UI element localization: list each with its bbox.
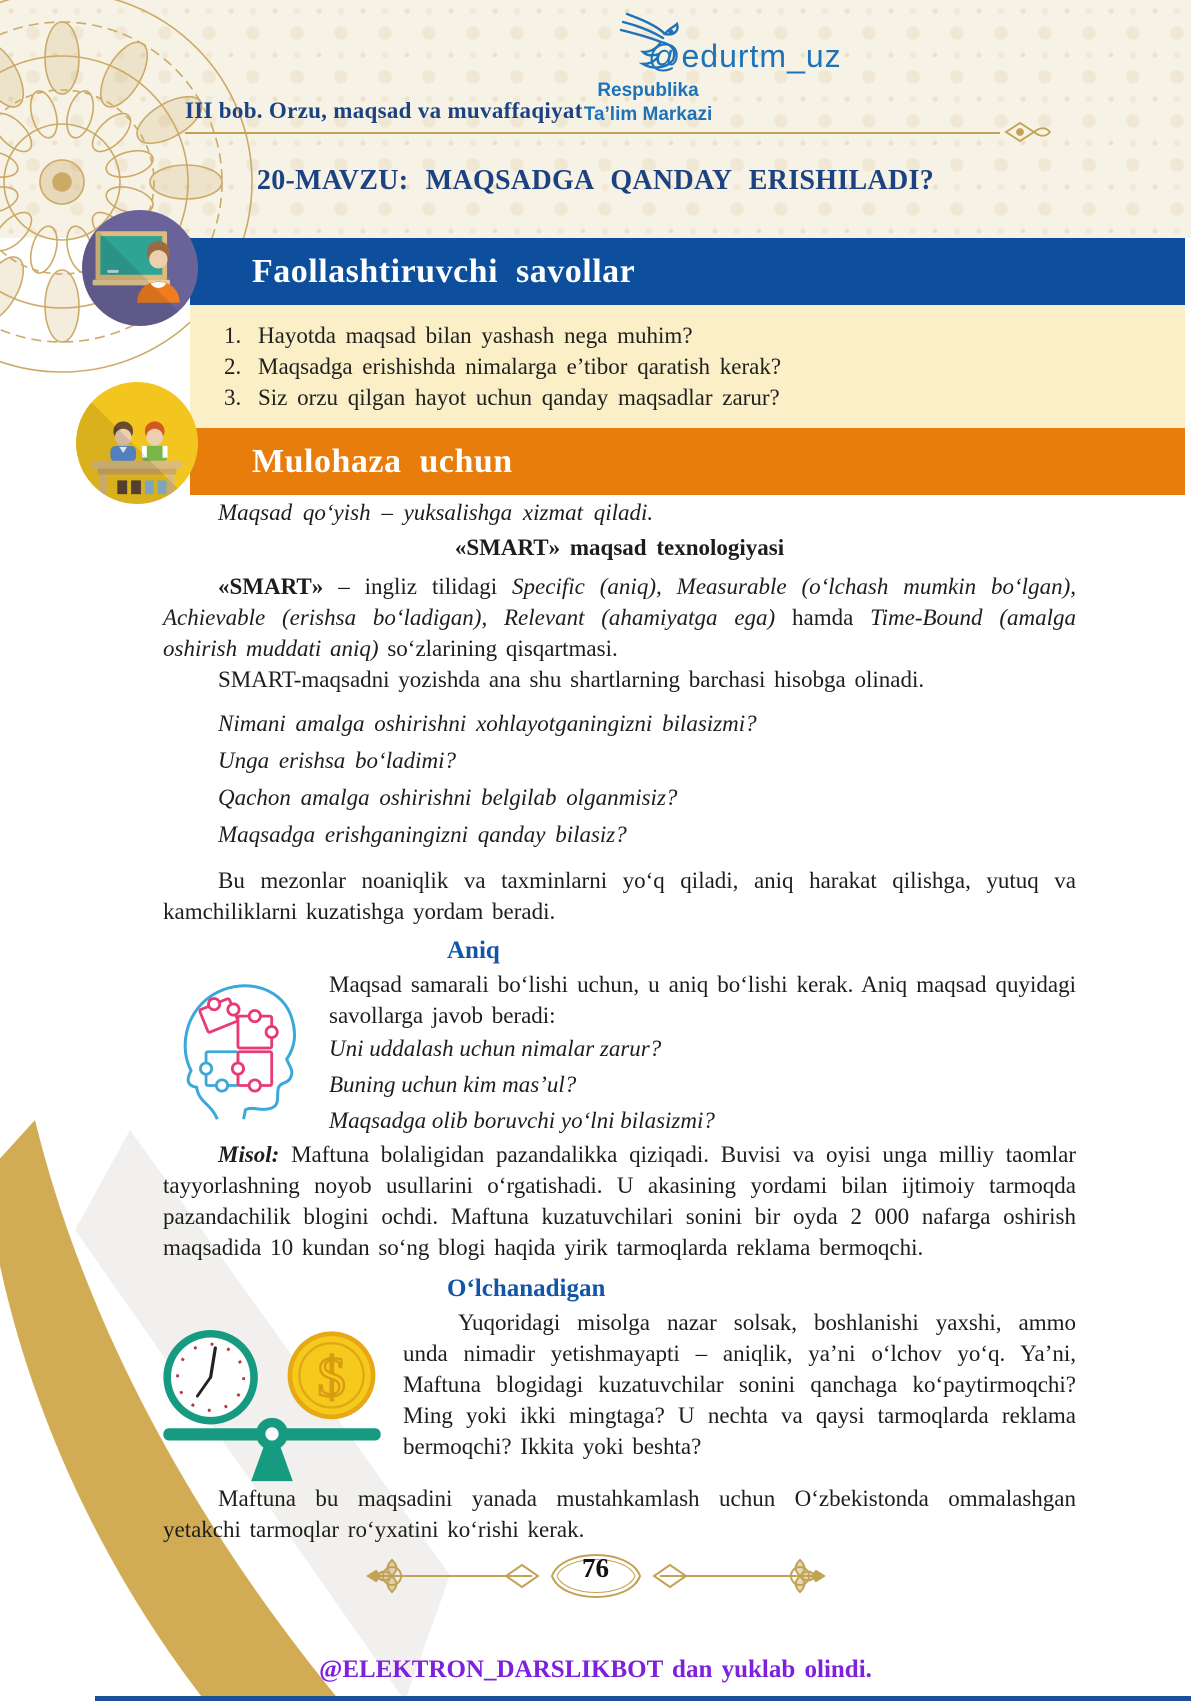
body-content [163, 497, 1076, 1545]
students-desk-icon [76, 382, 198, 504]
time-money-balance-icon [153, 1313, 391, 1483]
specific-question: Uni uddalash uchun nimalar zarur? [329, 1036, 662, 1061]
example-paragraph: Misol: Maftuna bolaligidan pazandalikka qiziqadi. Buvisi va oyisi unga milliy taomlar tayyorlashning noyob usullarini oʻrgatishadi. U akasining yordami bilan ijtimoiy tarmoqda pazandachilik blogini ochdi. Maftuna kuzatuvchilari sonini bir oyda 2 000 nafarga oshirish maqsadida 10 kundan soʻng blogi haqida yirik tarmoqlarda reklama bermoqchi. [163, 1142, 1076, 1260]
specific-question: Buning uchun kim mas’ul? [329, 1072, 577, 1097]
smart-technology-title: «SMART» maqsad texnologiyasi [454, 535, 785, 560]
chapter-heading: III bob. Orzu, maqsad va muvaffaqiyat [185, 98, 583, 123]
chapter-divider-rule [185, 132, 1000, 134]
discussion-banner-label: Mulohaza uchun [252, 442, 513, 480]
smart-definition-paragraph: «SMART» – ingliz tilidagi Specific (aniq), Measurable (oʻlchash mumkin boʻlgan), Achievable (erishsa boʻladigan), Relevant (ahamiyatga ega) hamda Time-Bound (amalga oshirish muddati aniq) soʻzlarining qisqartmasi. [163, 574, 1076, 661]
bottom-blue-bar [95, 1696, 1191, 1701]
svg-text:$: $ [317, 1347, 346, 1410]
head-puzzle-icon [157, 973, 317, 1123]
criteria-questions [218, 705, 1076, 853]
page-number: 76 [582, 1553, 609, 1583]
epigraph: Maqsad qoʻyish – yuksalishga xizmat qiladi. [218, 500, 654, 525]
download-attribution: @ELEKTRON_DARSLIKBOT dan yuklab olindi. [319, 1656, 872, 1683]
list-item: 3. Siz orzu qilgan hayot uchun qanday maqsadlar zarur? [224, 385, 780, 410]
activation-question-list [190, 305, 1185, 413]
chalkboard-teacher-icon [82, 210, 198, 326]
telegram-handle: @edurtm_uz [648, 38, 842, 74]
gold-flourish-ornament-icon [1000, 118, 1052, 146]
criteria-question: Nimani amalga oshirishni xohlayotganingizni bilasizmi? [218, 711, 757, 736]
publisher-name: Respublika Ta’lim Markazi [583, 80, 713, 125]
measurable-heading: Oʻlchanadigan [447, 1275, 606, 1302]
specific-heading: Aniq [447, 937, 500, 964]
measurable-note-paragraph: Maftuna bu maqsadini yanada mustahkamlash uchun Oʻzbekistonda ommalashgan yetakchi tarmoqlar roʻyxatini koʻrishi kerak. [163, 1486, 1076, 1542]
activation-banner [190, 238, 1185, 305]
criteria-question: Unga erishsa boʻladimi? [218, 748, 456, 773]
criteria-question: Qachon amalga oshirishni belgilab olganmisiz? [218, 785, 678, 810]
criteria-note-paragraph: Bu mezonlar noaniqlik va taxminlarni yoʻq qiladi, aniq harakat qilishga, yutuq va kamchiliklarni kuzatishga yordam beradi. [163, 868, 1076, 924]
activation-banner-label: Faollashtiruvchi savollar [252, 252, 636, 290]
measurable-paragraph: Yuqoridagi misolga nazar solsak, boshlanishi yaxshi, ammo unda nimadir yetishmayapti – aniqlik, ya’ni oʻlchov yoʻq. Ya’ni, Maftuna blogidagi kuzatuvchilar sonini qanchaga koʻpaytirmoqchi? Ming yoki ikki mingtaga? U nechta va qaysi tarmoqlarda reklama bermoqchi? Ikkita yoki beshta? [403, 1310, 1076, 1459]
page-title: 20-MAVZU: MAQSADGA QANDAY ERISHILADI? [256, 165, 935, 196]
criteria-question: Maqsadga erishganingizni qanday bilasiz? [218, 822, 627, 847]
activation-questions-box [190, 305, 1185, 428]
specific-question: Maqsadga olib boruvchi yoʻlni bilasizmi? [329, 1108, 715, 1133]
specific-intro-paragraph: Maqsad samarali boʻlishi uchun, u aniq boʻlishi kerak. Aniq maqsad quyidagi savollarga javob beradi: [329, 972, 1076, 1028]
smart-note-paragraph: SMART-maqsadni yozishda ana shu shartlarning barchasi hisobga olinadi. [218, 667, 925, 692]
bot-handle: @ELEKTRON_DARSLIKBOT [319, 1656, 663, 1683]
list-item: 2. Maqsadga erishishda nimalarga e’tibor qaratish kerak? [224, 354, 782, 379]
list-item: 1. Hayotda maqsad bilan yashash nega muhim? [224, 323, 693, 348]
discussion-banner [190, 428, 1185, 495]
